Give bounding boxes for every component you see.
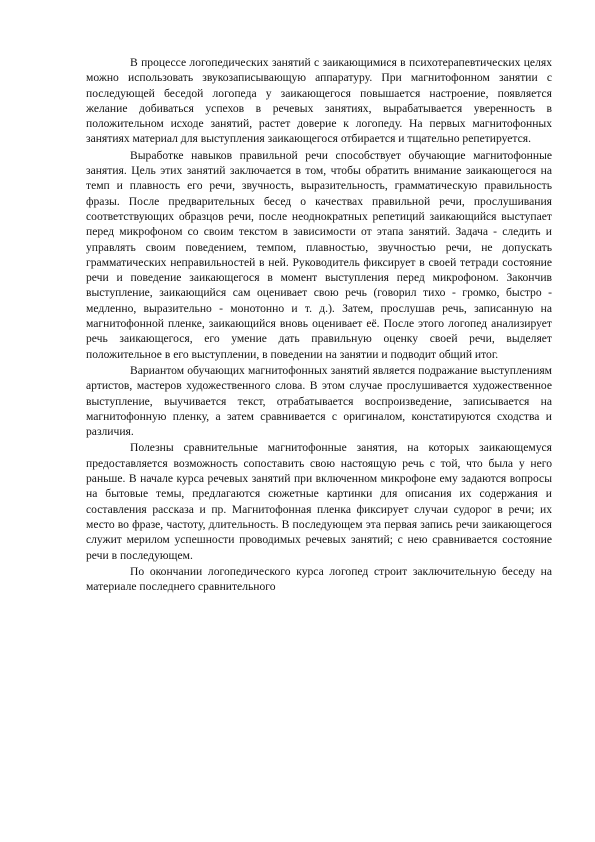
paragraph-3: Вариантом обучающих магнитофонных занятий является подражание выступлениям артистов, мастеров художественного слова. В этом случае прослушивается художественное выступление, выучивается текст, отрабатывается воспроизведение, записывается на магнитофонную пленку, а затем сравнивается с оригиналом, констатируются сходства и различия. xyxy=(86,363,552,439)
paragraph-1: В процессе логопедических занятий с заикающимися в психотерапевтических целях можно использовать звукозаписывающую аппаратуру. При магнитофонном занятии с последующей беседой логопеда у заикающегося повышается настроение, появляется желание добиваться успехов в речевых занятиях, вырабатывается уверенность в положительном исходе занятий, растет доверие к логопеду. На первых магнитофонных занятиях материал для выступления заикающегося отбирается и тщательно репетируется. xyxy=(86,56,552,146)
paragraph-5: По окончании логопедического курса логопед строит заключительную беседу на материале последнего сравнительного xyxy=(86,564,552,594)
body-text xyxy=(86,55,552,595)
paragraph-2: Выработке навыков правильной речи способствует обучающие магнитофонные занятия. Цель этих занятий заключается в том, чтобы обратить внимание заикающегося на темп и плавность его речи, звучность, выразительность, грамматическую правильность фразы. После предварительных бесед о качествах правильной речи, прослушивания соответствующих образцов речи, после неоднократных репетиций заикающийся выступает перед микрофоном со своим текстом в зависимости от этапа занятий. Задача - следить и управлять своим поведением, темпом, плавностью, звучностью речи, не допускать грамматических неправильностей в ней. Руководитель фиксирует в своей тетради состояние речи и поведение заикающегося в момент выступления перед микрофоном. Закончив выступление, заикающийся сам оценивает свою речь (говорил тихо - громко, быстро - медленно, выразительно - монотонно и т. д.). Затем, прослушав речь, записанную на магнитофонной пленке, заикающийся вновь оценивает её. После этого логопед анализирует речь заикающегося, его умение дать правильную оценку своей речи, выделяет положительное в его выступлении, в поведении на занятии и подводит общий итог. xyxy=(86,148,552,361)
paragraph-4: Полезны сравнительные магнитофонные занятия, на которых заикающемуся предоставляется возможность сопоставить свою настоящую речь с той, что была у него раньше. В начале курса речевых занятий при включенном микрофоне ему задаются вопросы на бытовые темы, предлагаются сюжетные картинки для описания их содержания и составления рассказа и пр. Магнитофонная пленка фиксирует случаи судорог в речи; их место во фразе, частоту, длительность. В последующем эта первая запись речи заикающегося служит мерилом успешности проводимых речевых занятий; с нею сравнивается состояние речи в последующем. xyxy=(86,441,552,562)
